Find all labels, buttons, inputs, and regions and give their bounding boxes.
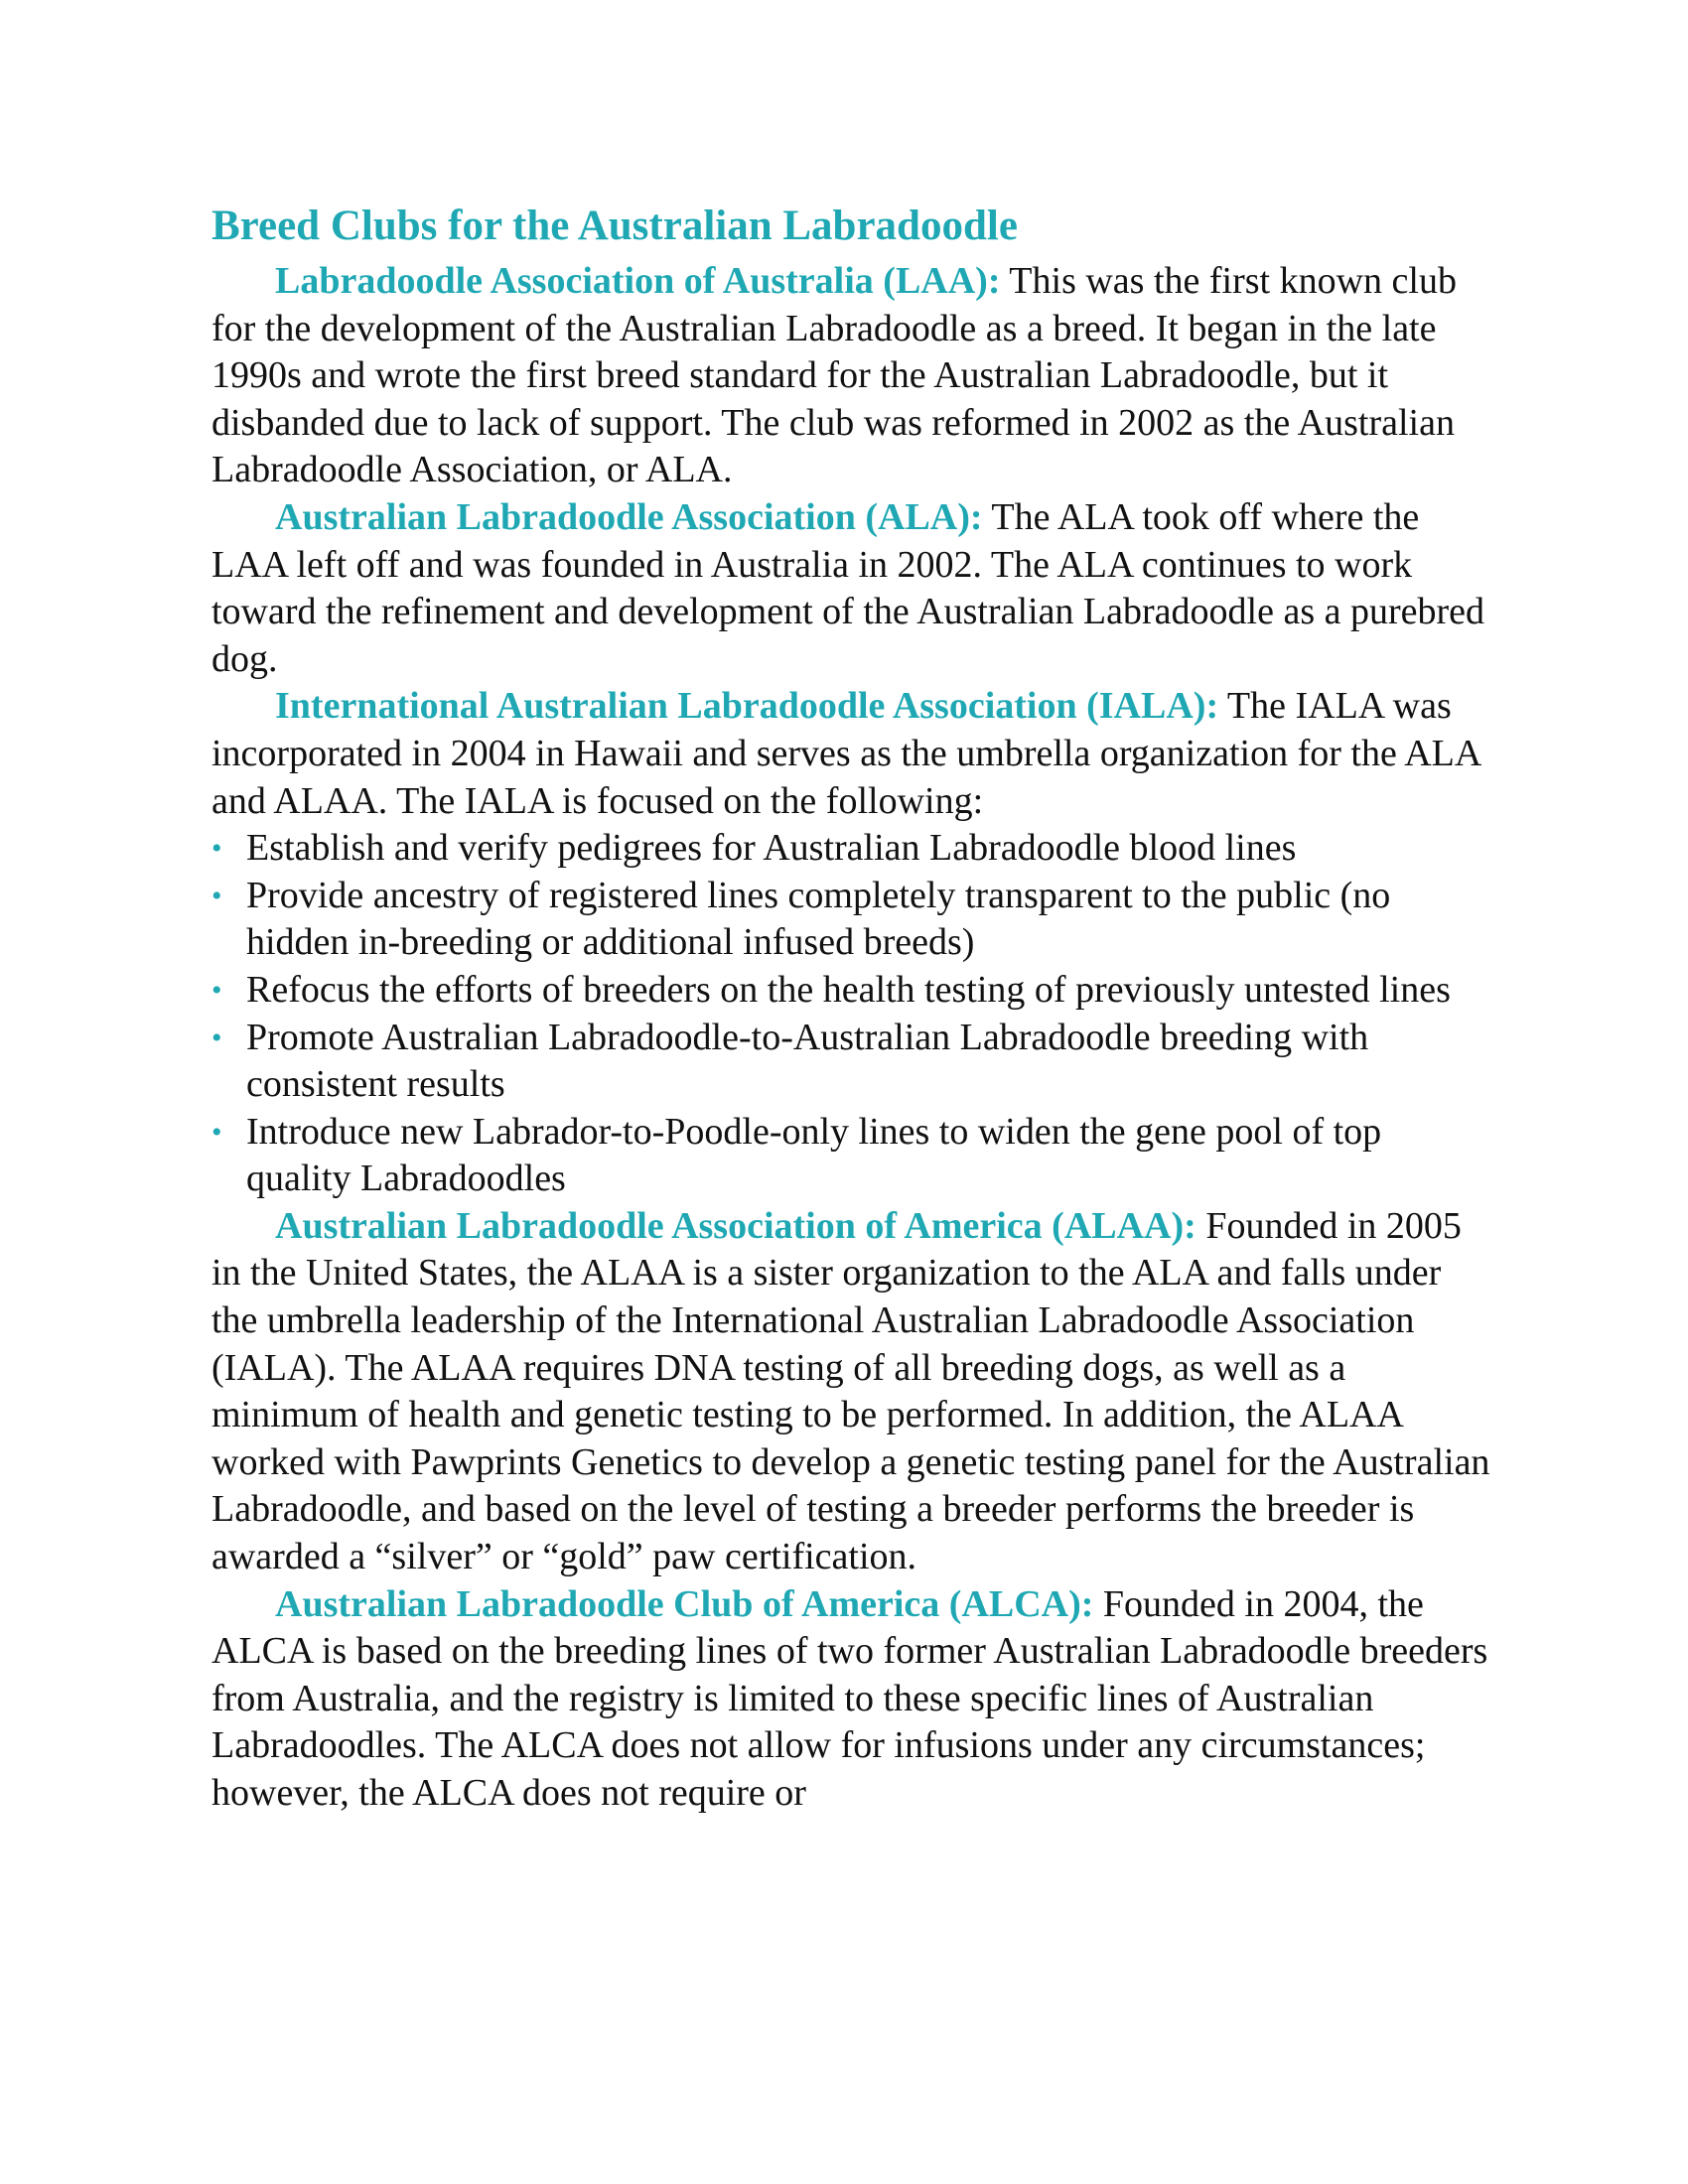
paragraph-text: Founded in 2005 in the United States, the ALAA is a sister organization to the ALA and falls under the umbrella leadership of the International Australian Labradoodle Association (IALA). The ALAA requires DNA testing of all breeding dogs, as well as a minimum of health and genetic testing to be performed. In addition, the ALAA worked with Pawprints Genetics to develop a genetic testing panel for the Australian Labradoodle, and based on the level of testing a breeder performs the breeder is awarded a “silver” or “gold” paw certification.: [211, 1204, 1490, 1578]
list-item-text: Promote Australian Labradoodle-to-Australian Labradoodle breeding with consistent results: [246, 1016, 1369, 1106]
list-item: [211, 967, 1492, 1015]
club-name-alaa: Australian Labradoodle Association of America (ALAA):: [275, 1204, 1196, 1247]
bullet-icon: •: [211, 973, 222, 1007]
club-name-iala: International Australian Labradoodle Association (IALA):: [275, 685, 1219, 728]
paragraph-text: The IALA was incorporated in 2004 in Hawaii and serves as the umbrella organization for the ALA and ALAA. The IALA is focused on the following:: [211, 685, 1480, 822]
bullet-icon: •: [211, 879, 222, 912]
paragraph-ala: [211, 494, 1492, 683]
list-item-text: Introduce new Labrador-to-Poodle-only lines to widen the gene pool of top quality Labradoodles: [246, 1110, 1382, 1200]
iala-goals-list: [211, 825, 1492, 1203]
list-item: [211, 873, 1492, 967]
bullet-icon: •: [211, 832, 222, 866]
list-item: [211, 825, 1492, 873]
club-name-laa: Labradoodle Association of Australia (LAA):: [275, 260, 1001, 302]
list-item-text: Provide ancestry of registered lines completely transparent to the public (no hidden in-breeding or additional infused breeds): [246, 874, 1391, 964]
paragraph-alca: [211, 1581, 1492, 1818]
club-name-alca: Australian Labradoodle Club of America (ALCA):: [275, 1582, 1094, 1625]
paragraph-text: This was the first known club for the development of the Australian Labradoodle as a breed. It began in the late 1990s and wrote the first breed standard for the Australian Labradoodle, but it disbanded due to lack of support. The club was reformed in 2002 as the Australian Labradoodle Association, or ALA.: [211, 260, 1457, 491]
section-heading: Breed Clubs for the Australian Labradoodle: [211, 203, 1018, 249]
list-item: [211, 1109, 1492, 1203]
bullet-icon: •: [211, 1021, 222, 1054]
club-name-ala: Australian Labradoodle Association (ALA):: [275, 495, 983, 538]
paragraph-text: Founded in 2004, the ALCA is based on the breeding lines of two former Australian Labradoodle breeders from Australia, and the registry is limited to these specific lines of Australian Labradoodles. The ALCA does not allow for infusions under any circumstances; however, the ALCA does not require or: [211, 1582, 1488, 1814]
list-item-text: Refocus the efforts of breeders on the health testing of previously untested lines: [246, 968, 1451, 1011]
paragraph-text: The ALA took off where the LAA left off and was founded in Australia in 2002. The ALA continues to work toward the refinement and development of the Australian Labradoodle as a purebred dog.: [211, 495, 1485, 680]
paragraph-iala: [211, 683, 1492, 825]
list-item-text: Establish and verify pedigrees for Australian Labradoodle blood lines: [246, 827, 1297, 870]
paragraph-alaa: [211, 1203, 1492, 1581]
bullet-icon: •: [211, 1115, 222, 1149]
list-item: [211, 1015, 1492, 1109]
paragraph-laa: [211, 258, 1492, 494]
document-page: [211, 199, 1492, 1818]
